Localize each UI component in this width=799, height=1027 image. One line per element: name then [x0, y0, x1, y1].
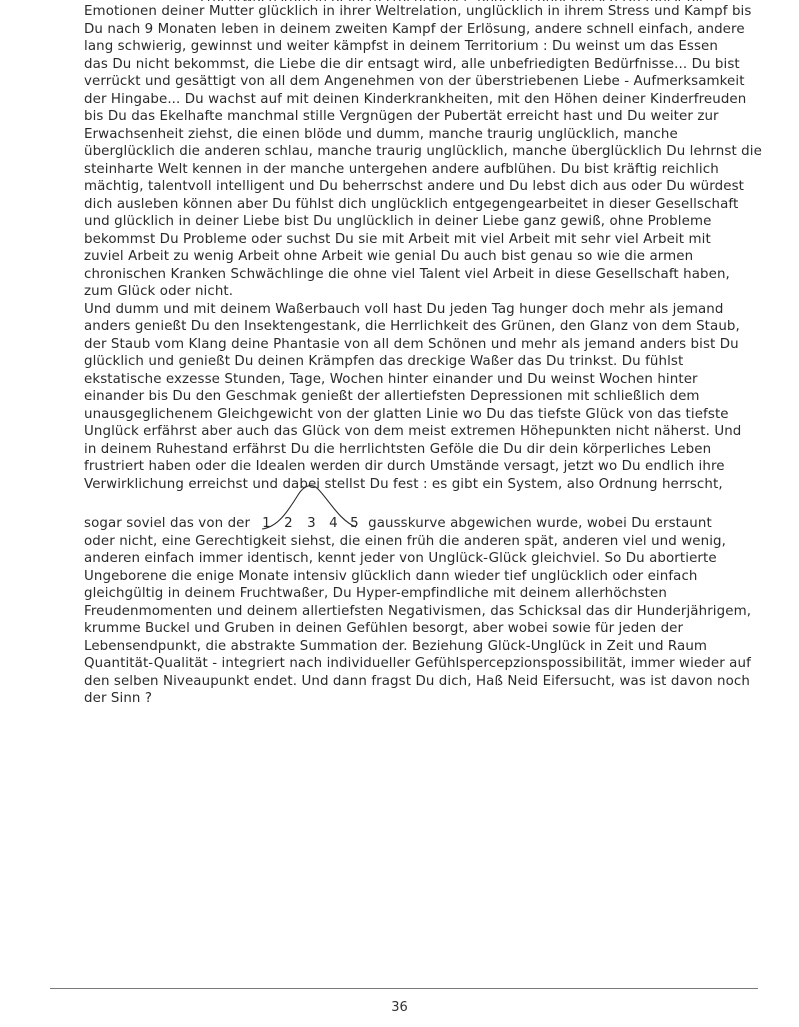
gauss-curve-figure: [250, 515, 368, 533]
text-line: anderen einfach immer identisch, kennt jeder von Unglück-Glück gleichviel. So Du abortierte: [84, 551, 717, 566]
text-line: Erwachsenheit ziehst, die einen blöde und dumm, manche traurig unglücklich, manche: [84, 126, 678, 142]
text-line: krumme Buckel und Gruben in deinen Gefühlen besorgt, aber wobei sowie für jeden der: [84, 621, 684, 636]
text-line: anders genießt Du den Insektengestank, die Herrlichkeit des Grünen, den Glanz von dem Staub,: [84, 319, 740, 334]
text-line: der Sinn ?: [84, 691, 153, 706]
text-line: dich ausleben können aber Du fühlst dich unglücklich entgegengearbeitet in dieser Gesellschaft: [84, 196, 739, 212]
text-line: das Du nicht bekommst, die Liebe die dir entsagt wird, alle unbefriedigten Bedürfnisse... Du bist: [84, 56, 740, 72]
text-line: Emotionen deiner Mutter glücklich in ihrer Weltrelation, unglücklich in ihrem Stress und Kampf bis: [84, 4, 752, 19]
text-line: den selben Niveaupunkt endet. Und dann fragst Du dich, Haß Neid Eifersucht, was ist davon noch: [84, 673, 750, 689]
text-line: lang schwierig, gewinnst und weiter kämpfst in deinem Territorium : Du weinst um das Essen: [84, 39, 718, 54]
gauss-number: 3: [307, 516, 316, 531]
text-line: oder nicht, eine Gerechtigkeit siehst, die einen früh die anderen spät, anderen viel und wenig,: [84, 533, 726, 549]
text-line: und glücklich in deiner Liebe bist Du unglücklich in deiner Liebe ganz gewiß, ohne Probleme: [84, 214, 712, 229]
text-line: Ungeborene die enige Monate intensiv glücklich dann wieder tief unglücklich oder einfach: [84, 568, 698, 584]
text-line: Unglück erfährst aber auch das Glück von dem meist extremen Höhepunkten nicht näherst. Und: [84, 424, 742, 439]
text-block-lower: [84, 515, 774, 708]
text-line: Verwirklichung erreichst und dabei stellst Du fest : es gibt ein System, also Ordnung herrscht,: [84, 476, 723, 492]
text-line: Und dumm und mit deinem Waßerbauch voll hast Du jeden Tag hunger doch mehr als jemand: [84, 301, 724, 317]
text-line: Du nach 9 Monaten leben in deinem zweiten Kampf der Erlösung, andere schnell einfach, andere: [84, 21, 745, 37]
gauss-line-after: gausskurve abgewichen wurde, wobei Du erstaunt: [368, 516, 712, 531]
text-line: frustriert haben oder die Idealen werden dir durch Umstände versagt, jetzt wo Du endlich ihre: [84, 459, 725, 474]
text-line: mächtig, talentvoll intelligent und Du beherrschst andere und Du lebst dich aus oder Du würdest: [84, 179, 745, 194]
text-line: zum Glück oder nicht.: [84, 284, 234, 299]
text-line: verrückt und gesättigt von all dem Angenehmen von der überstriebenen Liebe - Aufmerksamkeit: [84, 74, 745, 89]
text-line: Lebensendpunkt, die abstrakte Summation der. Beziehung Glück-Unglück in Zeit und Raum: [84, 638, 708, 654]
text-line: überglücklich die anderen schlau, manche traurig unglücklich, manche überglücklich Du lehrnst die: [84, 144, 762, 159]
text-line: ekstatische exzesse Stunden, Tage, Wochen hinter einander und Du weinst Wochen hinter: [84, 371, 698, 387]
text-line: Freudenmomenten und deinem allertiefsten Negativismen, das Schicksal das dir Hunderjährigem,: [84, 603, 752, 619]
text-line: bekommst Du Probleme oder suchst Du sie mit Arbeit mit viel Arbeit mit sehr viel Arbeit mit: [84, 231, 711, 247]
text-line: chronischen Kranken Schwächlinge die ohne viel Talent viel Arbeit in diese Gesellschaft haben,: [84, 266, 730, 282]
text-line: glücklich und genießt Du deinen Krämpfen das dreckige Waßer das Du trinkst. Du fühlst: [84, 354, 684, 369]
gauss-line: [84, 515, 774, 533]
text-line: der Hingabe... Du wachst auf mit deinen Kinderkrankheiten, mit den Höhen deiner Kinderfreuden: [84, 91, 747, 107]
gauss-number: 1: [262, 516, 271, 531]
gauss-number: 4: [329, 516, 338, 531]
text-line: gleichgültig in deinem Fruchtwaßer, Du Hyper-empfindliche mit deinem allerhöchsten: [84, 586, 667, 601]
text-line: steinharte Welt kennen in der manche untergehen andere aufblühen. Du bist kräftig reichlich: [84, 161, 719, 177]
footer-divider: [50, 988, 758, 989]
text-line: einander bis Du den Geschmak genießt der allertiefsten Depressionen mit schließlich dem: [84, 389, 700, 404]
text-line: in deinem Ruhestand erfährst Du die herrlichtsten Geföle die Du dir dein körperliches Leben: [84, 441, 712, 457]
clipped-top-line: [200, 0, 760, 1]
text-line: zuviel Arbeit zu wenig Arbeit ohne Arbeit wie genial Du auch bist genau so wie die armen: [84, 249, 694, 264]
text-line: unausgeglichenem Gleichgewicht von der glatten Linie wo Du das tiefste Glück von das tiefste: [84, 406, 729, 422]
gauss-number: 2: [284, 516, 293, 531]
text-line: bis Du das Ekelhafte manchmal stille Vergnügen der Pubertät erreicht hast und Du weiter zur: [84, 109, 719, 124]
text-line: Quantität-Qualität - integriert nach individueller Gefühlspercepzionspossibilität, immer wieder auf: [84, 656, 751, 671]
gauss-line-before: sogar soviel das von der: [84, 516, 251, 531]
text-line: der Staub vom Klang deine Phantasie von all dem Schönen und mehr als jemand anders bist Du: [84, 336, 739, 352]
gauss-number: 5: [350, 516, 359, 531]
text-block-upper: [84, 3, 774, 493]
page-number: 36: [391, 1000, 408, 1015]
